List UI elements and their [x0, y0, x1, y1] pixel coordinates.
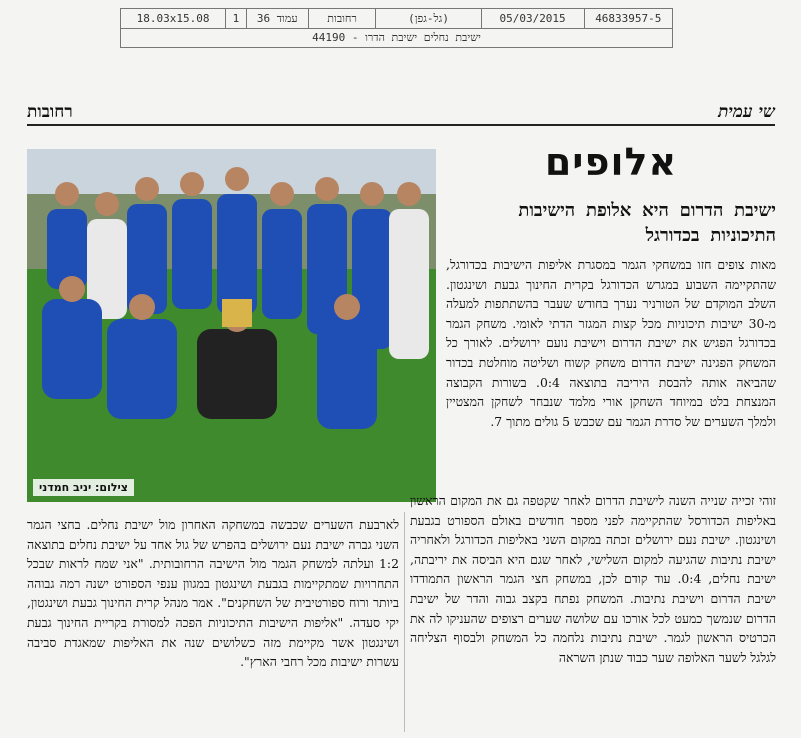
headline: אלופים	[544, 140, 678, 184]
clipping-subject-row	[121, 28, 672, 47]
clip-date: 05/03/2015	[482, 9, 585, 28]
photo-credit: צילום: יניב חמדני	[33, 479, 134, 496]
article-paragraph: זוהי זכייה שנייה השנה לישיבת הדרום לאחר שקטפה גם את המקום הראשון באליפות הכדורסל שהתקיימה לפני מספר חודשים באולם הספורט בגבעת ושינגטון. ישיבת נעם ירושלים זכתה במקום השני באליפות הכדורגל ולאחריה ישיבת נתיבות שהגיעה למקום השלישי, לאחר שגם היא הביסה את יריבתה, ישיבת נחלים, 0:4. עוד קודם לכן, במשחק חצי הגמר הראשון התמודדו ישיבת הדרום וישיבת נתיבות. המשחק נפתח בקצב גבוה והדר של ישיבת הדרום שנמשך כמעט לכל אורכו עם שלושה שערים רצופים שהעניקו לה את הכרטיס הראשון לגמר. ישיבת נתיבות נלחמה כל המשחק ולבסוף הצליחה לגלגל לשער האלופה שער כבוד שנתן השראה	[410, 493, 777, 665]
clip-size: 18.03x15.08	[121, 9, 226, 28]
team-photo	[27, 149, 436, 502]
clip-count: 1	[226, 9, 247, 28]
section-name: רחובות	[27, 102, 73, 122]
author-name: שי עמית	[718, 102, 775, 122]
article-column-3	[27, 515, 399, 672]
trophy	[222, 299, 252, 327]
team-photo-image	[27, 149, 436, 502]
article-paragraph: מאות צופים חזו במשחקי הגמר במסגרת אליפות הישיבות בכדורגל, שהתקיימה השבוע במגרש הכדורגל בקרית החינוך גבעת ושינגטון. השלב המוקדם של הטורניר נערך בחודש שעבר בהשתתפות למעלה מ-30 ישיבות תיכוניות מכל קצות המגזר הדתי לאומי. משחק הגמר בכדורגל הפגיש את ישיבת הדרום וישיבת נועם ירושלים. לאורך כל המשחק הפגינה ישיבת הדרום משחק קשוח ושליטה מוחלטת בכדור שהביאה אותה להבסת היריבה בתוצאה 0:4. בשורות הקבוצה המנצחת בלט במיוחד השחקן אורי מלמד שנבחר לשחקן המצטיין ולמלך השערים של סדרת הגמר עם שכבש 5 גולים מתוך 7.	[446, 257, 777, 429]
clipping-meta-row	[121, 9, 672, 29]
clipping-header	[120, 8, 673, 48]
clip-subject: ישיבת נחלים ישיבת הדרו - 44190	[312, 31, 481, 44]
clip-id: 46833957-5	[595, 12, 662, 25]
clip-publisher: (גל-גפן)	[376, 9, 481, 28]
clip-edition: רחובות	[309, 9, 377, 28]
clip-page: עמוד 36	[247, 9, 309, 28]
column-divider	[404, 512, 405, 732]
article-column-2	[410, 491, 776, 667]
article-paragraph: לארבעת השערים שכבשה במשחקה האחרון מול ישיבת נחלים. בחצי הגמר השני גברה ישיבת נעם ירושלים בהפרש של גול אחד על ישיבת נחלים בתוצאה 1:2 ועלתה למשחק הגמר מול הישיבה הרחובותית. "אני שמח לראות שבכל התחרויות שמתקיימות בגבעת ושינגטון במגוון ענפי הספורט ישנה רמה גבוהה ביותר ורוח ספורטיבית של השחקנים". אמר מנהל קרית החינוך גבעת ושינגטון, יקי סעדה. "אליפות הישיבות התיכוניות הפכה למסורת בקריית החינוך גבעת ושינגטון אשר מקיימת מזה כשלושים שנה את האליפות שמאגדת סביבה עשרות ישיבות מכל רחבי הארץ".	[27, 517, 399, 670]
section-bar	[27, 102, 775, 126]
article-column-1	[446, 255, 776, 431]
subheadline: ישיבת הדרום היא אלופת הישיבות התיכוניות בכדורגל	[518, 200, 776, 246]
